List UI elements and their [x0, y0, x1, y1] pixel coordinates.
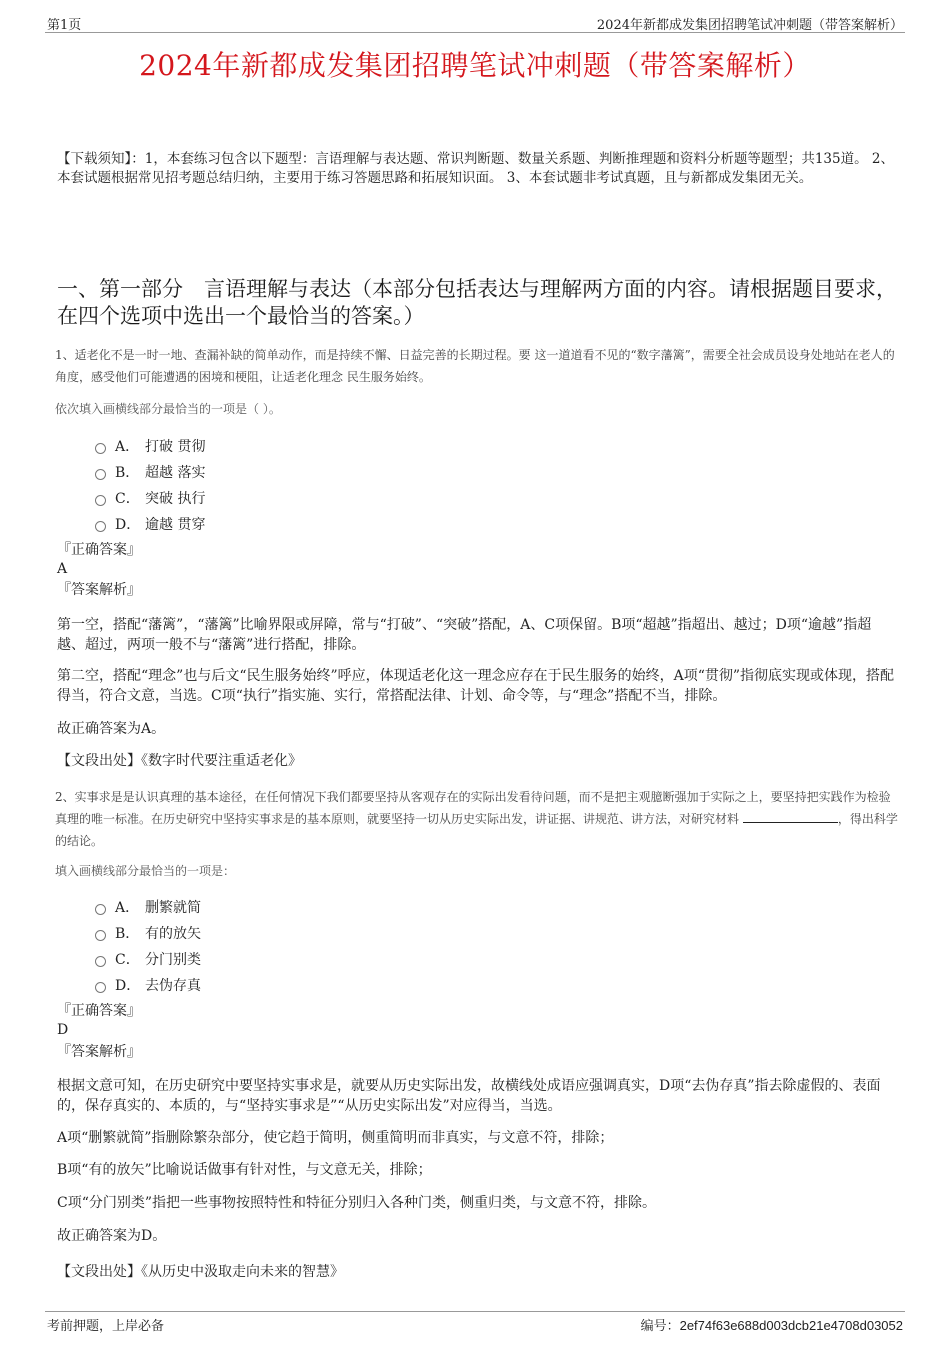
option-letter: B． — [115, 926, 140, 942]
answer-value: A — [57, 561, 68, 577]
radio-button[interactable] — [95, 982, 106, 993]
analysis-paragraph: 第一空，搭配“藩篱”，“藩篱”比喻界限或屏障，常与“打破”、“突破”搭配，A、C项保留。B项“超越”指超出、越过；D项“逾越”指超越、超过，两项一般不与“藩篱”进行搭配，排除。 — [57, 617, 872, 653]
option-c[interactable] — [95, 485, 205, 511]
radio-button[interactable] — [95, 469, 106, 480]
option-b[interactable] — [95, 920, 201, 946]
analysis-label: 『答案解析』 — [57, 1044, 141, 1060]
option-a[interactable] — [95, 894, 201, 920]
header-doc-title: 2024年新都成发集团招聘笔试冲刺题（带答案解析） — [596, 18, 903, 33]
option-d[interactable] — [95, 972, 201, 998]
question-1-stem: 1、适老化不是一时一地、查漏补缺的简单动作，而是持续不懈、日益完善的长期过程。要 这一道道看不见的“数字藩篱”，需要全社会成员设身处地站在老人的角度，感受他们可能遭遇的困境和梗阻，让适老化理念 民生服务始终。 — [55, 348, 895, 384]
footer-id — [641, 1315, 903, 1334]
option-d[interactable] — [95, 511, 205, 537]
option-text: 突破 执行 — [145, 491, 206, 507]
option-letter: C． — [115, 491, 140, 507]
question-2-options — [95, 894, 201, 998]
analysis-paragraph: 第二空，搭配“理念”也与后文“民生服务始终”呼应，体现适老化这一理念应存在于民生服务的始终，A项“贯彻”指彻底实现或体现，搭配得当，符合文意，当选。C项“执行”指实施、实行，常搭配法律、计划、命令等，与“理念”搭配不当，排除。 — [57, 668, 895, 704]
source-citation: 【文段出处】《数字时代要注重适老化》 — [57, 753, 302, 769]
radio-button[interactable] — [95, 956, 106, 967]
analysis-label: 『答案解析』 — [57, 582, 141, 598]
option-letter: B． — [115, 465, 140, 481]
document-title: 2024年新都成发集团招聘笔试冲刺题（带答案解析） — [139, 49, 811, 82]
radio-button[interactable] — [95, 495, 106, 506]
analysis-paragraph: 故正确答案为A。 — [57, 721, 166, 737]
option-letter: D． — [115, 978, 141, 994]
option-text: 逾越 贯穿 — [145, 517, 206, 533]
option-a[interactable] — [95, 433, 205, 459]
radio-button[interactable] — [95, 930, 106, 941]
analysis-paragraph: 故正确答案为D。 — [57, 1228, 167, 1244]
radio-button[interactable] — [95, 904, 106, 915]
footer-id-label: 编号： — [640, 1319, 680, 1334]
analysis-paragraph: B项“有的放矢”比喻说话做事有针对性，与文意无关，排除； — [57, 1162, 432, 1178]
option-b[interactable] — [95, 459, 205, 485]
footer-slogan: 考前押题，上岸必备 — [47, 1319, 165, 1334]
page-number: 第1页 — [47, 18, 82, 33]
page-footer — [45, 1311, 905, 1334]
answer-label: 『正确答案』 — [57, 542, 141, 558]
page-header — [45, 14, 905, 33]
option-text: 打破 贯彻 — [145, 439, 206, 455]
analysis-paragraph: A项“删繁就简”指删除繁杂部分，使它趋于简明，侧重简明而非真实，与文意不符，排除； — [57, 1130, 614, 1146]
option-text: 去伪存真 — [145, 978, 201, 994]
radio-button[interactable] — [95, 443, 106, 454]
analysis-paragraph: C项“分门别类”指把一些事物按照特性和特征分别归入各种门类，侧重归类，与文意不符，排除。 — [57, 1195, 657, 1211]
option-text: 超越 落实 — [145, 465, 206, 481]
option-letter: C． — [115, 952, 140, 968]
footer-code: 2ef74f63e688d003dcb21e4708d03052 — [679, 1318, 903, 1333]
option-text: 有的放矢 — [145, 926, 201, 942]
analysis-paragraph: 根据文意可知，在历史研究中要坚持实事求是，就要从历史实际出发，故横线处成语应强调真实，D项“去伪存真”指去除虚假的、表面的，保存真实的、本质的，与“坚持实事求是”“从历史实际出发”对应得当，当选。 — [57, 1078, 881, 1114]
question-2-stem-end: ，得出科学的结论。 — [55, 812, 898, 848]
question-2-hint: 填入画横线部分最恰当的一项是： — [55, 864, 236, 878]
fill-blank — [743, 810, 838, 823]
source-citation: 【文段出处】《从历史中汲取走向未来的智慧》 — [57, 1264, 344, 1280]
question-1-hint: 依次填入画横线部分最恰当的一项是（ ）。 — [55, 402, 281, 416]
answer-value: D — [57, 1022, 69, 1038]
question-1-options — [95, 433, 205, 537]
option-c[interactable] — [95, 946, 201, 972]
section-title: 一、第一部分 言语理解与表达（本部分包括表达与理解两方面的内容。请根据题目要求，在四个选项中选出一个最恰当的答案。） — [57, 277, 897, 328]
radio-button[interactable] — [95, 521, 106, 532]
option-letter: A． — [115, 900, 140, 916]
option-letter: A． — [115, 439, 140, 455]
answer-label: 『正确答案』 — [57, 1003, 141, 1019]
question-2-stem — [55, 786, 900, 852]
question-2-stem-text: 2、实事求是是认识真理的基本途径，在任何情况下我们都要坚持从客观存在的实际出发看待问题，而不是把主观臆断强加于实际之上，要坚持把实践作为检验真理的唯一标准。在历史研究中坚持实事求是的基本原则，就要坚持一切从历史实际出发，讲证据、讲规范、讲方法，对研究材料 — [55, 790, 891, 826]
option-text: 删繁就简 — [145, 900, 201, 916]
option-letter: D． — [115, 517, 141, 533]
option-text: 分门别类 — [145, 952, 201, 968]
download-notice: 【下载须知】：1，本套练习包含以下题型：言语理解与表达题、常识判断题、数量关系题、判断推理题和资料分析题等题型；共135道。 2、本套试题根据常见招考题总结归纳，主要用于练习答题思路和拓展知识面。 3、本套试题非考试真题，且与新都成发集团无关。 — [57, 151, 894, 186]
